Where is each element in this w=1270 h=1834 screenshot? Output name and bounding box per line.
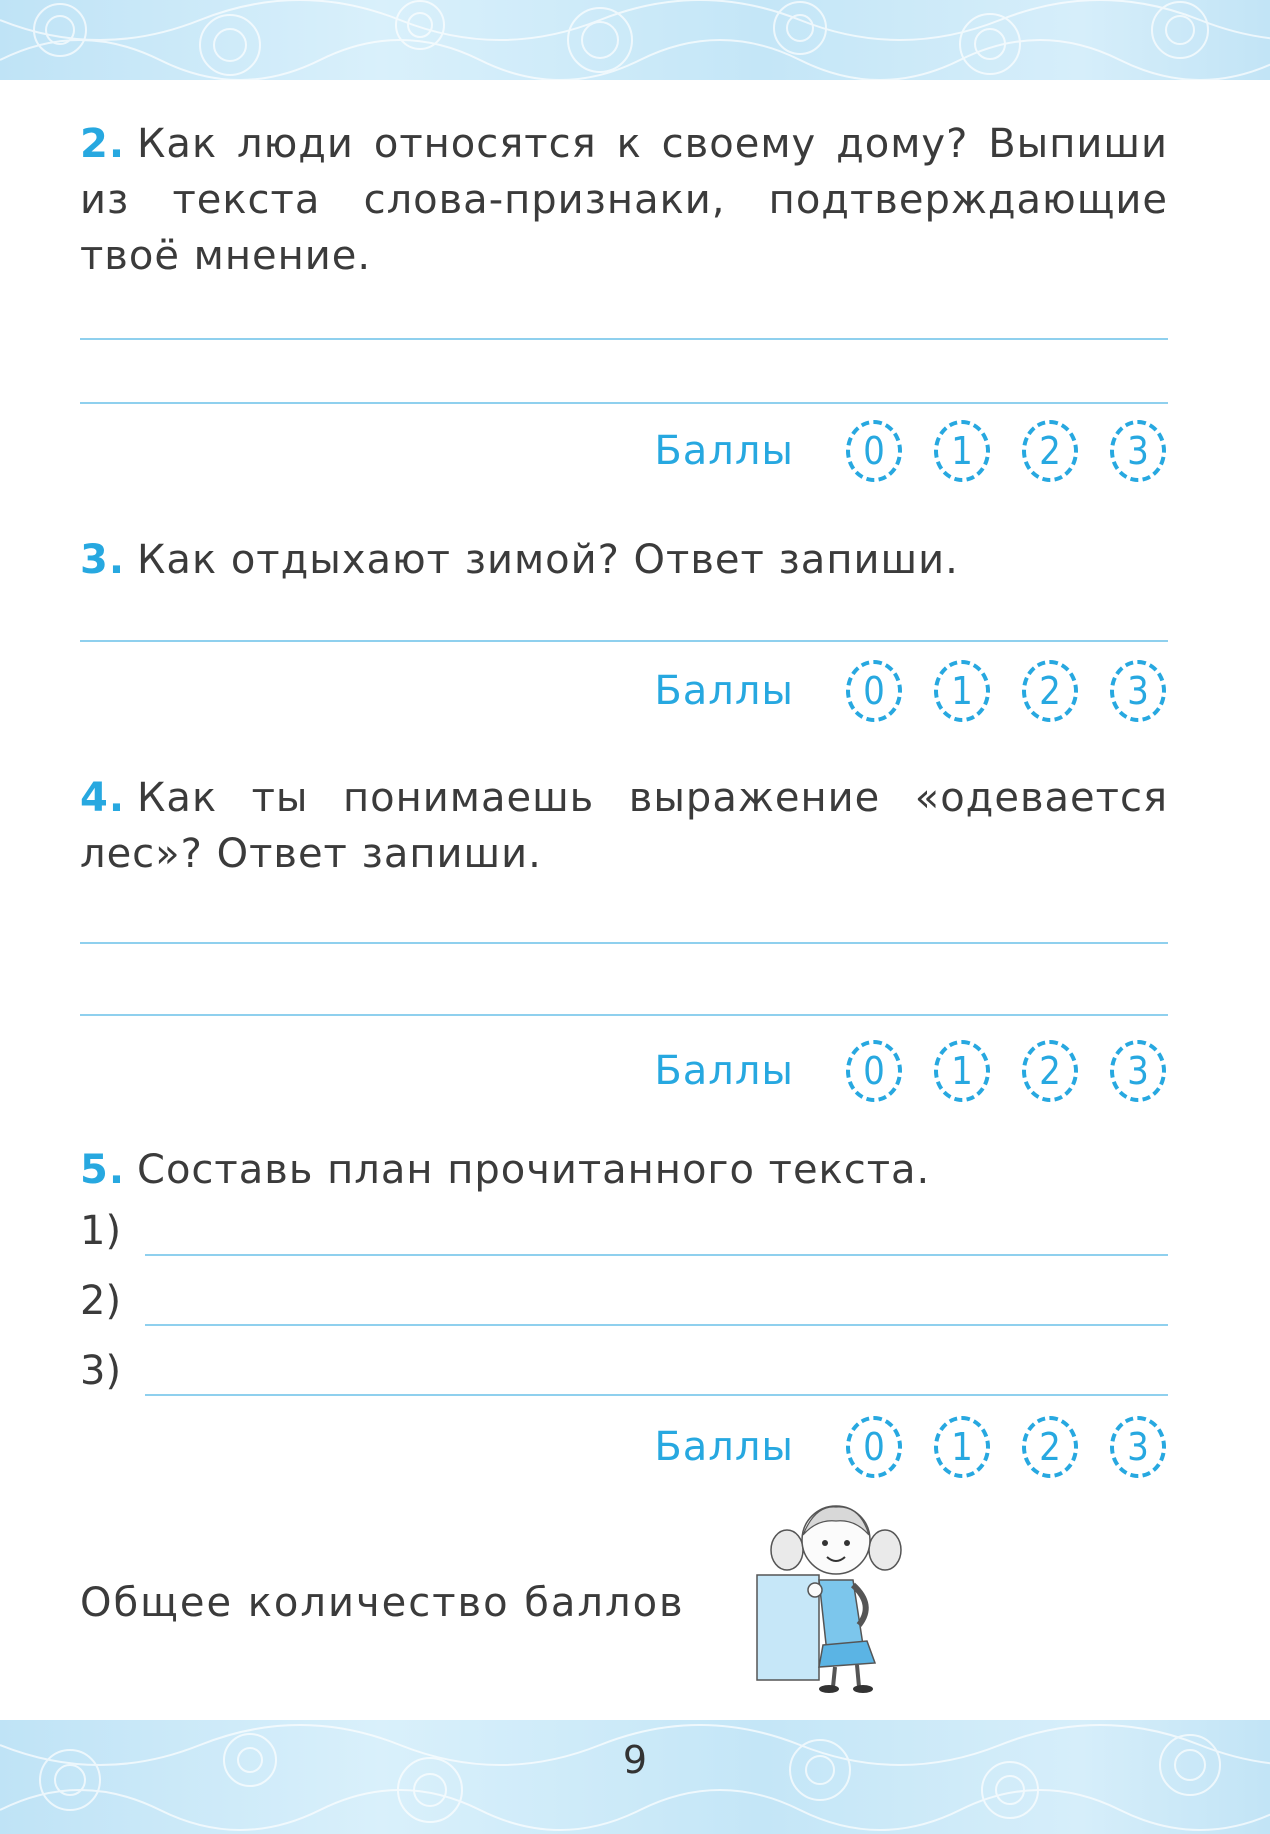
score-option-3[interactable]: 3: [1110, 1040, 1166, 1102]
score-row: [654, 1412, 1166, 1482]
question-text: Как ты понимаешь выражение «одевается лес»? Ответ запиши.: [80, 775, 1168, 877]
score-option-2[interactable]: 2: [1022, 1416, 1078, 1478]
score-label: Баллы: [654, 1424, 794, 1470]
answer-line[interactable]: [80, 1014, 1168, 1016]
question-4: [80, 770, 1168, 882]
score-option-0[interactable]: 0: [846, 660, 902, 722]
score-option-1[interactable]: 1: [934, 420, 990, 482]
score-option-1[interactable]: 1: [934, 660, 990, 722]
score-row: [654, 1036, 1166, 1106]
score-label: Баллы: [654, 668, 794, 714]
score-option-1[interactable]: 1: [934, 1040, 990, 1102]
question-text: Как люди относятся к своему дому? Выпиши из текста слова-признаки, подтверждающие твоё мнение.: [80, 121, 1168, 279]
score-option-0[interactable]: 0: [846, 420, 902, 482]
lace-pattern: [0, 0, 1270, 80]
score-option-2[interactable]: 2: [1022, 1040, 1078, 1102]
score-option-1[interactable]: 1: [934, 1416, 990, 1478]
score-option-2[interactable]: 2: [1022, 420, 1078, 482]
score-option-0[interactable]: 0: [846, 1416, 902, 1478]
score-label: Баллы: [654, 428, 794, 474]
answer-line[interactable]: [80, 640, 1168, 642]
question-number: 2.: [80, 121, 126, 167]
decorative-top-band: [0, 0, 1270, 80]
question-5: [80, 1142, 1168, 1198]
score-row: [654, 656, 1166, 726]
question-number: 4.: [80, 775, 126, 821]
question-text: Составь план прочитанного текста.: [137, 1147, 931, 1193]
score-row: [654, 416, 1166, 486]
score-option-3[interactable]: 3: [1110, 1416, 1166, 1478]
question-text: Как отдыхают зимой? Ответ запиши.: [137, 537, 959, 583]
score-label: Баллы: [654, 1048, 794, 1094]
plan-item-3: 3): [80, 1348, 122, 1394]
total-score-label: Общее количество баллов: [80, 1580, 685, 1626]
question-2: [80, 116, 1168, 284]
question-number: 5.: [80, 1147, 126, 1193]
girl-with-sheet-illustration: [735, 1495, 925, 1695]
answer-line[interactable]: [80, 942, 1168, 944]
plan-answer-line[interactable]: [145, 1254, 1168, 1256]
score-option-2[interactable]: 2: [1022, 660, 1078, 722]
plan-item-1: 1): [80, 1208, 122, 1254]
question-3: [80, 532, 1168, 588]
plan-item-2: 2): [80, 1278, 122, 1324]
answer-line[interactable]: [80, 402, 1168, 404]
question-number: 3.: [80, 537, 126, 583]
answer-line[interactable]: [80, 338, 1168, 340]
score-option-3[interactable]: 3: [1110, 660, 1166, 722]
page-number: 9: [622, 1738, 648, 1782]
plan-answer-line[interactable]: [145, 1394, 1168, 1396]
score-option-0[interactable]: 0: [846, 1040, 902, 1102]
plan-answer-line[interactable]: [145, 1324, 1168, 1326]
score-option-3[interactable]: 3: [1110, 420, 1166, 482]
